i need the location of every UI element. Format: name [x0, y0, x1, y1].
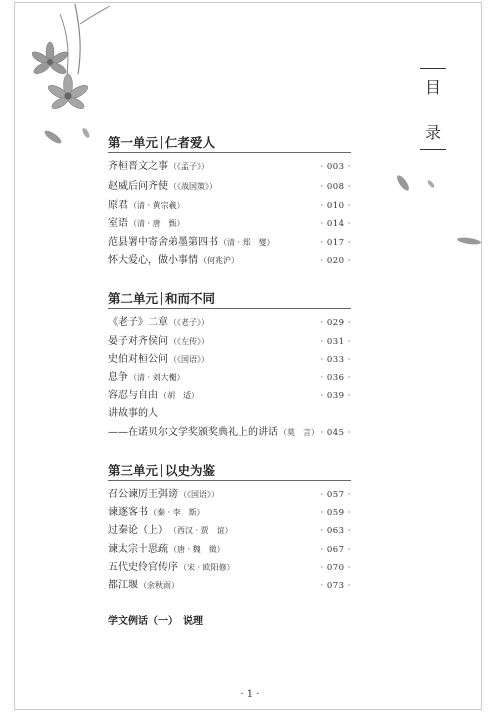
entry-title: 《老子》二章: [108, 317, 168, 328]
toc-entry[interactable]: [108, 503, 351, 519]
entry-page: · 036 ·: [320, 373, 351, 383]
unit-theme: 以史为鉴: [165, 463, 216, 478]
divider: [161, 292, 162, 305]
entry-title: 怀大爱心，做小事情: [108, 255, 198, 266]
entry-title: ——在诺贝尔文学奖颁奖典礼上的讲话: [108, 427, 278, 438]
entry-source: （宋 · 欧阳修）: [179, 563, 235, 572]
toc-entry[interactable]: [108, 233, 351, 249]
entry-source: （胡 适）: [159, 391, 199, 400]
entry-source: （清 · 刘大櫆）: [129, 373, 185, 382]
entry-title: 赵威后问齐使: [108, 181, 168, 192]
entry-title: 容忍与自由: [108, 390, 158, 401]
toc-entry[interactable]: [108, 423, 351, 439]
entry-page: · 045 ·: [320, 428, 351, 438]
toc-entry[interactable]: [108, 313, 351, 329]
entry-title: 原君: [108, 200, 128, 211]
entry-page: · 039 ·: [320, 391, 351, 401]
unit-heading: [108, 461, 215, 479]
toc-entry[interactable]: [108, 386, 351, 402]
entry-page: · 067 ·: [320, 545, 351, 555]
entry-page: · 020 ·: [320, 256, 351, 266]
entry-source: （西汉 · 贾 谊）: [169, 526, 233, 535]
entry-source: （《战国策》）: [169, 182, 217, 191]
divider: [161, 136, 162, 149]
unit-heading: [108, 133, 215, 151]
entry-title: 过秦论（上）: [108, 525, 168, 536]
entry-page: · 010 ·: [320, 201, 351, 211]
toc-entry[interactable]: [108, 368, 351, 384]
toc-entry[interactable]: [108, 177, 351, 193]
entry-title: 召公谏厉王弭谤: [108, 489, 178, 500]
entry-page: · 008 ·: [320, 182, 351, 192]
entry-page: · 059 ·: [320, 508, 351, 518]
falling-petal-icon: [394, 172, 412, 194]
toc-entry[interactable]: [108, 196, 351, 212]
unit-rule: [108, 308, 351, 309]
toc-entry[interactable]: [108, 485, 351, 501]
unit-label: 第三单元: [108, 463, 159, 478]
entry-page: · 003 ·: [320, 162, 351, 172]
lotus-flower-icon: [20, 4, 130, 124]
toc-title: [420, 68, 446, 150]
unit-rule: [108, 480, 351, 481]
extra-section-heading[interactable]: 学文例话（一） 说理: [108, 616, 203, 627]
unit-label: 第二单元: [108, 291, 159, 306]
entry-title: 齐桓晋文之事: [108, 161, 168, 172]
entry-source: （《国语》）: [179, 490, 219, 499]
toc-entry[interactable]: [108, 521, 351, 537]
entry-page: · 031 ·: [320, 337, 351, 347]
entry-title: 史伯对桓公问: [108, 354, 168, 365]
entry-source: （《左传》）: [169, 337, 209, 346]
unit-heading: [108, 289, 215, 307]
toc-entry[interactable]: [108, 350, 351, 366]
entry-source: （秦 · 李 斯）: [149, 508, 205, 517]
toc-entry[interactable]: [108, 558, 351, 574]
unit-theme: 和而不同: [165, 291, 216, 306]
toc-title-char-1: 目: [424, 78, 441, 97]
unit-theme: 仁者爱人: [165, 135, 216, 150]
entry-title: 谏逐客书: [108, 507, 148, 518]
entry-title: 讲故事的人: [108, 408, 158, 419]
toc-entry[interactable]: [108, 404, 351, 420]
entry-source: （何兆沪）: [199, 256, 239, 265]
entry-source: （唐 · 魏 徵）: [169, 545, 225, 554]
unit-rule: [108, 152, 351, 153]
entry-title: 都江堰: [108, 580, 138, 591]
unit-label: 第一单元: [108, 135, 159, 150]
page-number: · 1 ·: [240, 689, 260, 700]
toc-entry[interactable]: [108, 251, 351, 267]
entry-title: 范县署中寄舍弟墨第四书: [108, 237, 218, 248]
entry-source: （清 · 郑 燮）: [219, 238, 275, 247]
entry-title: 五代史伶官传序: [108, 562, 178, 573]
toc-entry[interactable]: [108, 576, 351, 592]
entry-source: （清 · 黄宗羲）: [129, 201, 185, 210]
entry-page: · 063 ·: [320, 526, 351, 536]
entry-page: · 017 ·: [320, 238, 351, 248]
entry-source: （余秋雨）: [139, 581, 179, 590]
toc-entry[interactable]: [108, 332, 351, 348]
entry-title: 谏太宗十思疏: [108, 544, 168, 555]
entry-source: （《老子》）: [169, 318, 209, 327]
falling-petal-icon: [426, 178, 436, 190]
entry-source: （清 · 唐 甄）: [129, 219, 185, 228]
entry-source: （《国语》）: [169, 355, 209, 364]
entry-page: · 057 ·: [320, 490, 351, 500]
falling-petal-icon: [80, 126, 92, 140]
entry-page: · 014 ·: [320, 219, 351, 229]
entry-page: · 029 ·: [320, 318, 351, 328]
entry-source: （《孟子》）: [169, 162, 209, 171]
entry-source: （莫 言）: [279, 428, 319, 437]
entry-title: 晏子对齐侯问: [108, 336, 168, 347]
entry-page: · 033 ·: [320, 355, 351, 365]
entry-title: 室语: [108, 218, 128, 229]
entry-page: · 070 ·: [320, 563, 351, 573]
entry-page: · 073 ·: [320, 581, 351, 591]
toc-entry[interactable]: [108, 540, 351, 556]
toc-entry[interactable]: [108, 214, 351, 230]
falling-petal-icon: [456, 236, 482, 246]
toc-entry[interactable]: [108, 157, 351, 173]
divider: [161, 464, 162, 477]
toc-title-char-2: 录: [424, 123, 441, 142]
falling-petal-icon: [42, 128, 64, 146]
entry-title: 息争: [108, 372, 128, 383]
